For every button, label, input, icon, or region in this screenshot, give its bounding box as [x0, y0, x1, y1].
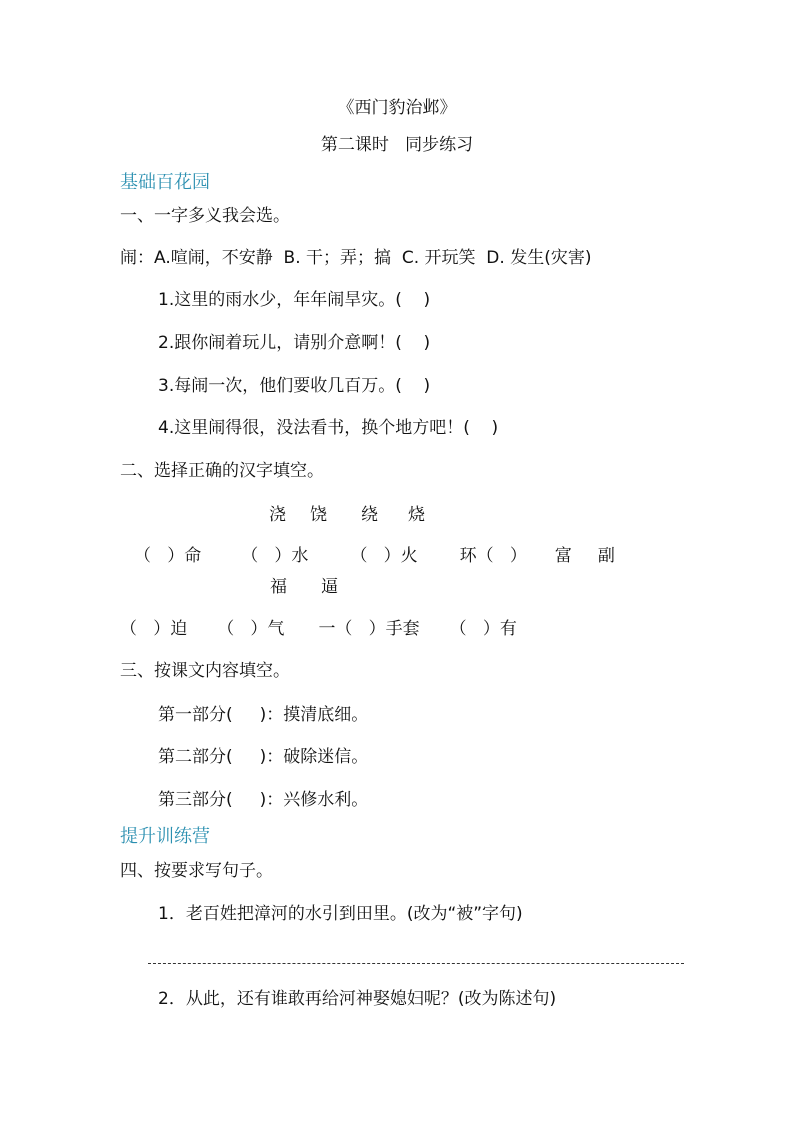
fill-blank-item: （ ）迫	[120, 619, 188, 639]
question-1-item: 2.跟你闹着玩儿，请别介意啊！( )	[158, 333, 431, 353]
choice-char: 饶	[310, 505, 327, 525]
question-3-item: 第一部分( )：摸清底细。	[158, 705, 369, 725]
answer-line[interactable]	[148, 963, 684, 964]
fill-blank-item: 环（ ）	[459, 546, 527, 566]
fill-blank-item: （ ）命	[134, 546, 202, 566]
question-4-title: 四、按要求写句子。	[120, 861, 273, 881]
fill-blank-item: 一（ ）手套	[318, 619, 420, 639]
question-4-item: 2．从此，还有谁敢再给河神娶媳妇呢？(改为陈述句)	[158, 989, 557, 1009]
choice-char: 富	[554, 546, 572, 566]
question-1-item: 4.这里闹得很，没法看书，换个地方吧！( )	[158, 418, 499, 438]
question-3-title: 三、按课文内容填空。	[120, 661, 290, 681]
fill-blank-item: （ ）有	[449, 619, 517, 639]
question-1-item: 1.这里的雨水少，年年闹旱灾。( )	[158, 290, 431, 310]
doc-title: 《西门豹治邺》	[337, 98, 457, 118]
doc-subtitle: 第二课时 同步练习	[320, 135, 474, 155]
question-1-item: 3.每闹一次，他们要收几百万。( )	[158, 376, 431, 396]
question-2-row-1	[134, 545, 615, 567]
section-heading-basic: 基础百花园	[120, 172, 210, 193]
choice-char: 绕	[361, 505, 378, 525]
choice-char: 副	[597, 546, 615, 566]
question-1-definition: 闹：A.喧闹，不安静 B. 干；弄；搞 C. 开玩笑 D. 发生(灾害)	[120, 248, 592, 268]
question-2-row-2	[270, 576, 338, 598]
choice-char: 浇	[269, 505, 286, 525]
choice-char: 烧	[408, 505, 425, 525]
fill-blank-item: （ ）水	[241, 546, 309, 566]
question-1-title: 一、一字多义我会选。	[120, 206, 290, 226]
question-3-item: 第二部分( )：破除迷信。	[158, 747, 369, 767]
question-2-row-3	[120, 618, 517, 640]
question-3-item: 第三部分( )：兴修水利。	[158, 790, 369, 810]
question-4-item: 1．老百姓把漳河的水引到田里。(改为“被”字句)	[158, 904, 523, 924]
choice-char: 福	[270, 577, 287, 597]
choice-char: 逼	[321, 577, 338, 597]
fill-blank-item: （ ）火	[350, 546, 418, 566]
question-2-choices	[269, 504, 425, 526]
fill-blank-item: （ ）气	[217, 619, 285, 639]
question-2-title: 二、选择正确的汉字填空。	[120, 461, 324, 481]
section-heading-advanced: 提升训练营	[120, 826, 210, 847]
